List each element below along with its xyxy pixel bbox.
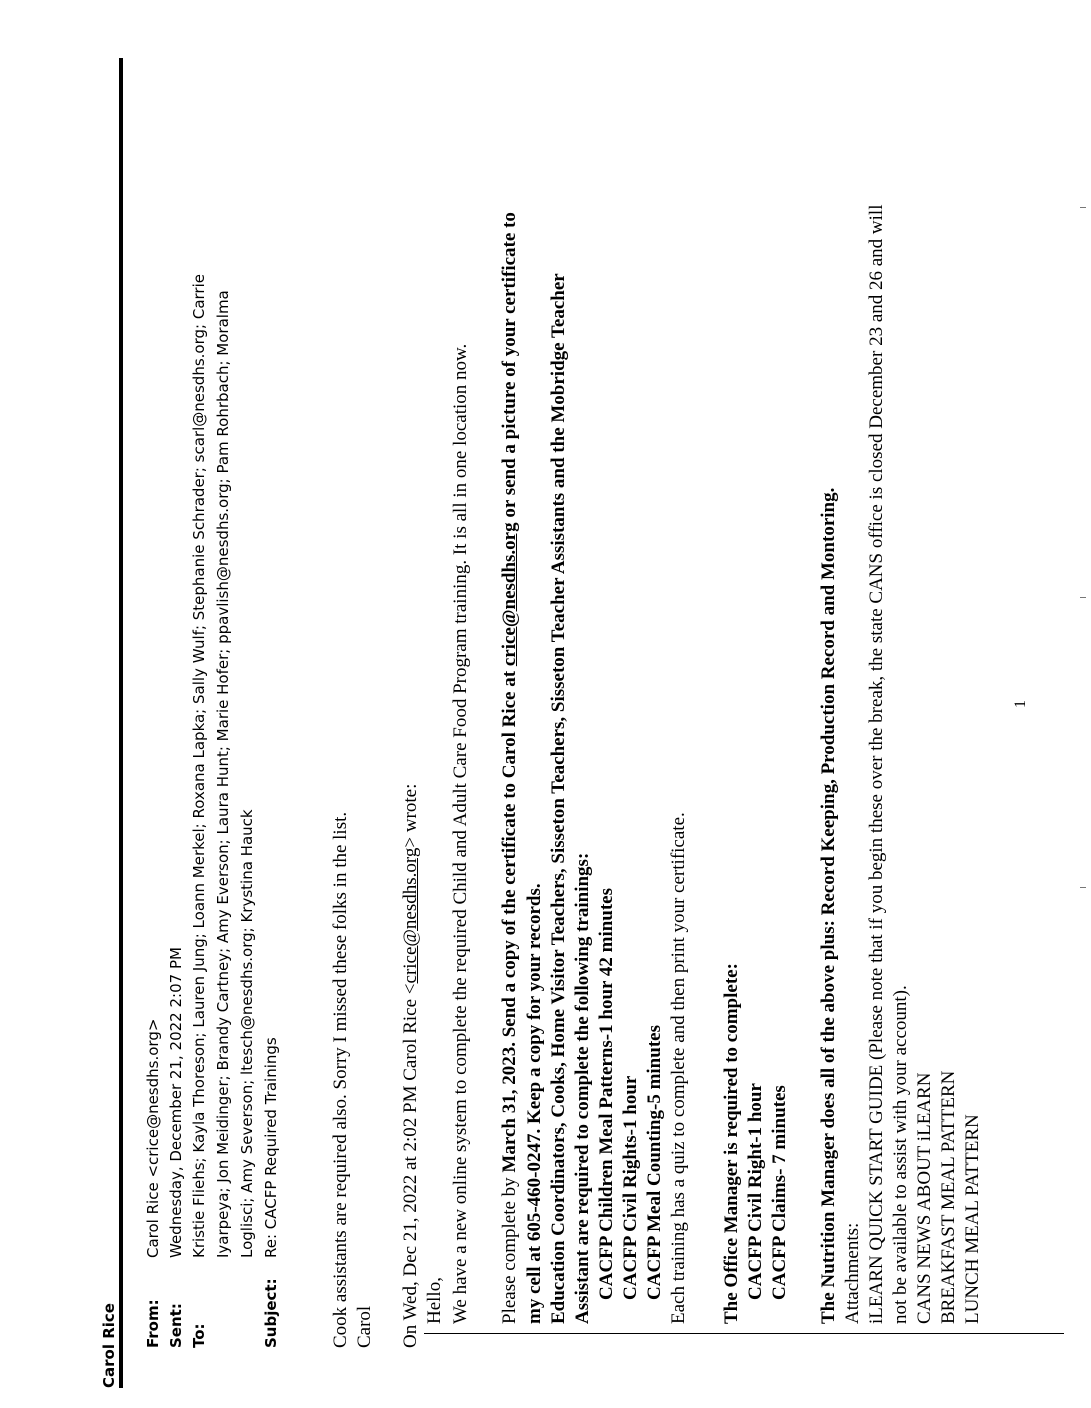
subject-label: Subject: <box>262 1278 280 1348</box>
reply-signature: Carol <box>354 1305 375 1348</box>
to-label: To: <box>190 1323 208 1348</box>
header-divider <box>119 58 123 1388</box>
quiz-note: Each training has a quiz to complete and then print your certificate. <box>668 812 689 1324</box>
required-staff-line-1: Education Coordinators, Cooks, Home Visitor Teachers, Sisseton Teachers, Sisseton Teacher Assistants and the Mobridge Teacher <box>548 273 569 1324</box>
office-training-item: CACFP Claims- 7 minutes <box>769 1085 790 1300</box>
page-number: 1 <box>1012 700 1029 708</box>
training-item: CACFP Meal Counting-5 minutes <box>644 1025 665 1300</box>
scan-artifact <box>1080 597 1086 598</box>
quoted-intro-email-link[interactable]: crice@nesdhs.org <box>400 847 421 984</box>
nutrition-manager-line: The Nutrition Manager does all of the above plus: Record Keeping, Production Record and Montoring. <box>818 487 839 1324</box>
to-recipients-line-1: Kristie Fliehs; Kayla Thoreson; Lauren Jung; Loann Merkel; Roxana Lapka; Sally Wulf; Stephanie Schrader; scarl@nesdhs.org; Carrie <box>190 274 208 1258</box>
attachment-item[interactable]: LUNCH MEAL PATTERN <box>962 1114 983 1324</box>
sent-value: Wednesday, December 21, 2022 2:07 PM <box>167 947 185 1258</box>
to-recipients-line-3: Loglisci; Amy Severson; ltesch@nesdhs.org; Krystina Hauck <box>238 809 256 1258</box>
quote-bar <box>424 1333 1064 1334</box>
email-sender-name: Carol Rice <box>100 1303 118 1388</box>
from-value: Carol Rice <crice@nesdhs.org> <box>144 1018 162 1258</box>
office-manager-heading: The Office Manager is required to complete: <box>721 963 742 1324</box>
training-item: CACFP Civil Rights-1 hour <box>620 1075 641 1300</box>
attachment-quick-start-note: not be available to assist with your account). <box>890 985 911 1324</box>
attachment-item[interactable]: CANS NEWS ABOUT iLEARN <box>914 1072 935 1324</box>
sent-label: Sent: <box>167 1303 185 1348</box>
training-item: CACFP Children Meal Patterns-1 hour 42 minutes <box>596 887 617 1300</box>
quoted-paragraph-1: We have a new online system to complete the required Child and Adult Care Food Program training. It is all in one location now. <box>450 343 471 1324</box>
office-training-item: CACFP Civil Right-1 hour <box>745 1083 766 1300</box>
certificate-email-link[interactable]: crice@nesdhs.org <box>499 522 520 667</box>
reply-line: Cook assistants are required also. Sorry I missed these folks in the list. <box>330 811 351 1348</box>
quoted-intro: On Wed, Dec 21, 2022 at 2:02 PM Carol Rice <crice@nesdhs.org> wrote: <box>400 783 421 1348</box>
quoted-deadline-line: Please complete by March 31, 2023. Send a copy of the certificate to Carol Rice at crice@nesdhs.org or send a picture of your certificate to <box>499 212 520 1324</box>
to-recipients-line-2: Iyarpeya; Jon Meidinger; Brandy Cartney; Amy Everson; Laura Hunt; Marie Hofer; ppavlish@nesdhs.org; Pam Rohrbach; Moralma <box>214 290 232 1258</box>
quoted-cell-line: my cell at 605-460-0247. Keep a copy for your records. <box>524 883 545 1324</box>
required-staff-line-2: Assistant are required to complete the following trainings: <box>572 852 593 1324</box>
scan-artifact <box>1080 207 1086 208</box>
attachment-quick-start-guide[interactable]: iLEARN QUICK START GUIDE (Please note that if you begin these over the break, the state CANS office is closed December 23 and 26 and will <box>866 204 887 1324</box>
attachments-label: Attachments: <box>842 1222 863 1324</box>
subject-value: Re: CACFP Required Trainings <box>262 1037 280 1258</box>
quoted-greeting: Hello, <box>424 1277 445 1324</box>
from-label: From: <box>144 1299 162 1348</box>
attachment-item[interactable]: BREAKFAST MEAL PATTERN <box>938 1070 959 1324</box>
scan-artifact <box>1080 887 1086 888</box>
